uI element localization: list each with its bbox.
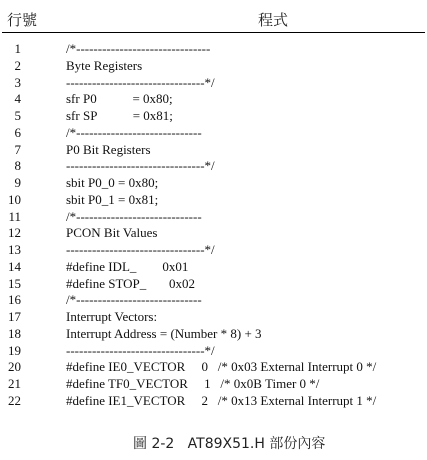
code-line (0, 192, 427, 208)
code-line (0, 209, 427, 225)
code-line (0, 309, 427, 325)
header-divider (2, 32, 425, 33)
code-line (0, 91, 427, 107)
code-line (0, 225, 427, 241)
line-number: 12 (8, 225, 21, 241)
line-number: 21 (8, 376, 21, 391)
code-line (0, 359, 427, 375)
line-number: 16 (8, 292, 21, 308)
line-number: 9 (14, 175, 21, 190)
line-number: 8 (14, 158, 21, 174)
line-number: 17 (8, 309, 21, 324)
code-line (0, 376, 427, 392)
line-code: #define TF0_VECTOR 1 /* 0x0B Timer 0 */ (66, 376, 320, 391)
line-code: sfr P0 = 0x80; (66, 91, 173, 107)
code-line (0, 142, 427, 158)
line-code: --------------------------------*/ (66, 342, 215, 358)
code-line (0, 259, 427, 275)
line-code: --------------------------------*/ (66, 74, 215, 90)
line-code: Byte Registers (66, 57, 143, 73)
line-code: #define IE1_VECTOR 2 /* 0x13 External Interrupt 1 */ (66, 392, 377, 408)
line-code: #define IE0_VECTOR 0 /* 0x03 External Interrupt 0 */ (66, 359, 377, 375)
code-line (0, 75, 427, 91)
line-code: #define IDL_ 0x01 (66, 258, 189, 274)
line-number: 15 (8, 275, 21, 291)
line-number: 5 (14, 108, 21, 123)
code-line (0, 58, 427, 74)
line-number: 6 (14, 124, 21, 140)
line-number: 4 (14, 91, 21, 107)
line-code: --------------------------------*/ (66, 158, 215, 174)
code-line (0, 292, 427, 308)
line-code: /*----------------------------- (66, 208, 202, 224)
line-code: PCON Bit Values (66, 225, 158, 241)
line-number: 10 (8, 191, 21, 207)
line-code: --------------------------------*/ (66, 242, 215, 257)
code-header: 程式 (258, 11, 289, 29)
code-line (0, 108, 427, 124)
code-line (0, 125, 427, 141)
code-line (0, 326, 427, 342)
line-number: 11 (8, 208, 21, 224)
code-line (0, 41, 427, 57)
line-code: sfr SP = 0x81; (66, 108, 173, 123)
line-number: 2 (14, 57, 21, 73)
line-code: P0 Bit Registers (66, 141, 151, 157)
line-number: 7 (14, 141, 21, 157)
line-code: sbit P0_0 = 0x80; (66, 175, 159, 190)
code-line (0, 158, 427, 174)
line-number: 1 (14, 41, 21, 56)
line-code: #define STOP_ 0x02 (66, 275, 196, 291)
line-number: 22 (8, 392, 21, 408)
code-line (0, 276, 427, 292)
figure-caption: 圖 2-2 AT89X51.H 部份內容 (133, 436, 326, 452)
line-number: 18 (8, 325, 21, 341)
line-number: 14 (8, 258, 21, 274)
line-code: sbit P0_1 = 0x81; (66, 191, 159, 207)
line-number: 20 (8, 359, 21, 375)
line-number: 13 (8, 242, 21, 257)
line-number: 19 (8, 342, 21, 358)
line-number: 3 (14, 74, 21, 90)
line-number-header: 行號 (7, 11, 38, 29)
code-line (0, 393, 427, 409)
line-code: Interrupt Vectors: (66, 309, 158, 324)
line-code: Interrupt Address = (Number * 8) + 3 (66, 325, 262, 341)
line-code: /*----------------------------- (66, 292, 202, 308)
code-line (0, 343, 427, 359)
line-code: /*------------------------------- (66, 41, 211, 56)
code-line (0, 242, 427, 258)
line-code: /*----------------------------- (66, 124, 202, 140)
code-line (0, 175, 427, 191)
